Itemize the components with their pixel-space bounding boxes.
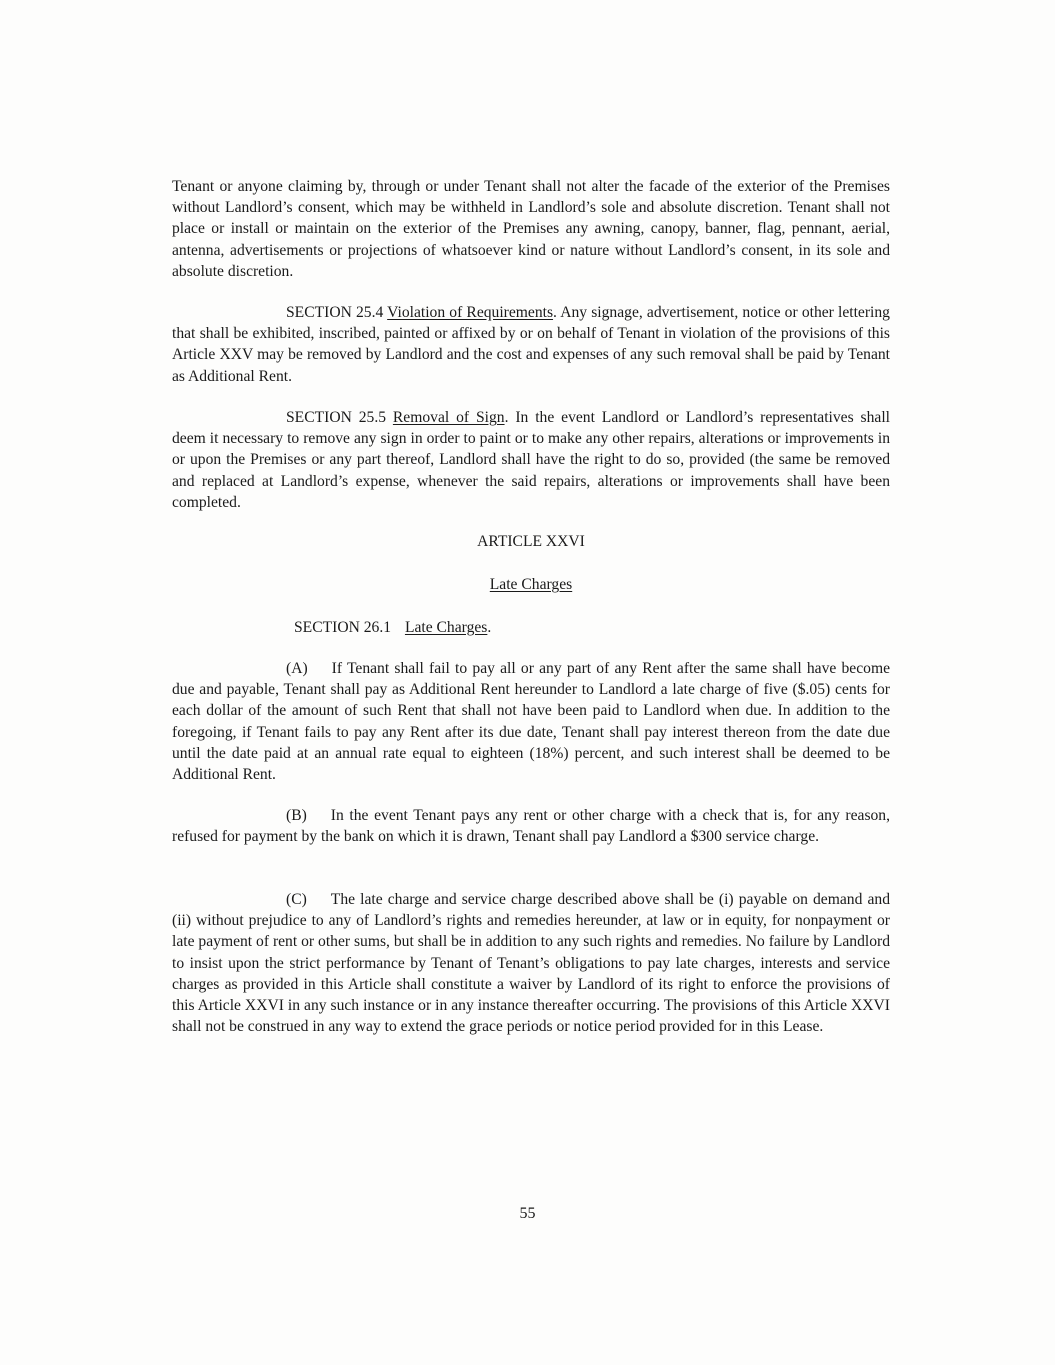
section-26-1-heading — [294, 617, 491, 638]
section-25-4-label: SECTION 25.4 — [286, 304, 384, 321]
section-26-1-title: Late Charges — [404, 619, 488, 636]
paragraph-facade-restriction — [172, 176, 890, 282]
subsection-b-text: In the event Tenant pays any rent or other charge with a check that is, for any reason, refused for payment by the bank on which it is drawn, Tenant shall pay Landlord a $300 service charge. — [172, 807, 890, 846]
subsection-a-text: If Tenant shall fail to pay all or any part of any Rent after the same shall have become due and payable, Tenant shall pay as Additional Rent hereunder to Landlord a late charge of five ($.05) cents for each dollar of the amount of such Rent that shall not have been paid to Landlord when due. In addition to the foregoing, if Tenant fails to pay any Rent after its due date, Tenant shall pay interest thereon from the date due until the date paid at an annual rate equal to eighteen (18%) percent, and such interest shall be deemed to be Additional Rent. — [172, 660, 890, 784]
section-26-1-label: SECTION 26.1 — [294, 619, 392, 636]
section-25-4 — [172, 302, 890, 387]
article-title — [172, 574, 890, 595]
subsection-c-text: The late charge and service charge described above shall be (i) payable on demand and (ii) without prejudice to any of Landlord’s rights and remedies hereunder, at law or in equity, for nonpayment or late payment of rent or other sums, but shall be in addition to any such rights and remedies. No failure by Landlord to insist upon the strict performance by Tenant of Tenant’s obligations to pay late charges, interests and service charges as provided in this Article shall constitute a waiver by Landlord of its right to enforce the provisions of this Article XXVI in any such instance or in any instance thereafter occurring. The provisions of this Article XXVI shall not be construed in any way to extend the grace periods or notice period provided for in this Lease. — [172, 891, 890, 1036]
subsection-c-label: (C) — [286, 891, 307, 908]
section-26-1-title-suffix: . — [487, 619, 492, 636]
section-25-5-text: . In the event Landlord or Landlord’s representatives shall deem it necessary to remove any sign in order to paint or to make any other repairs, alterations or improvements in or upon the Premises or any part thereof, Landlord shall have the right to do so, provided (the same be removed and replaced at Landlord’s expense, whenever the said repairs, alterations or improvements shall have been completed. — [172, 409, 890, 511]
article-title-text: Late Charges — [489, 576, 573, 593]
section-25-5 — [172, 407, 890, 513]
section-25-5-title: Removal of Sign — [392, 409, 505, 426]
article-number: ARTICLE XXVI — [477, 533, 585, 550]
section-25-5-label: SECTION 25.5 — [286, 409, 387, 426]
page-number: 55 — [519, 1205, 536, 1222]
subsection-c — [172, 889, 890, 1037]
section-25-4-title: Violation of Requirements — [387, 304, 554, 321]
subsection-a-label: (A) — [286, 660, 308, 677]
subsection-b — [172, 805, 890, 847]
paragraph-text: Tenant or anyone claiming by, through or under Tenant shall not alter the facade of the exterior of the Premises without Landlord’s consent, which may be withheld in Landlord’s sole and absolute discretion. Tenant shall not place or install or maintain on the exterior of the Premises any awning, canopy, banner, flag, pennant, aerial, antenna, advertisements or projections of whatsoever kind or nature without Landlord’s consent, in its sole and absolute discretion. — [172, 178, 890, 280]
section-25-4-text: . Any signage, advertisement, notice or other lettering that shall be exhibited, inscribed, painted or affixed by or on behalf of Tenant in violation of the provisions of this Article XXV may be removed by Landlord and the cost and expenses of any such removal shall be paid by Tenant as Additional Rent. — [172, 304, 890, 385]
subsection-a — [172, 658, 890, 785]
subsection-b-label: (B) — [286, 807, 307, 824]
